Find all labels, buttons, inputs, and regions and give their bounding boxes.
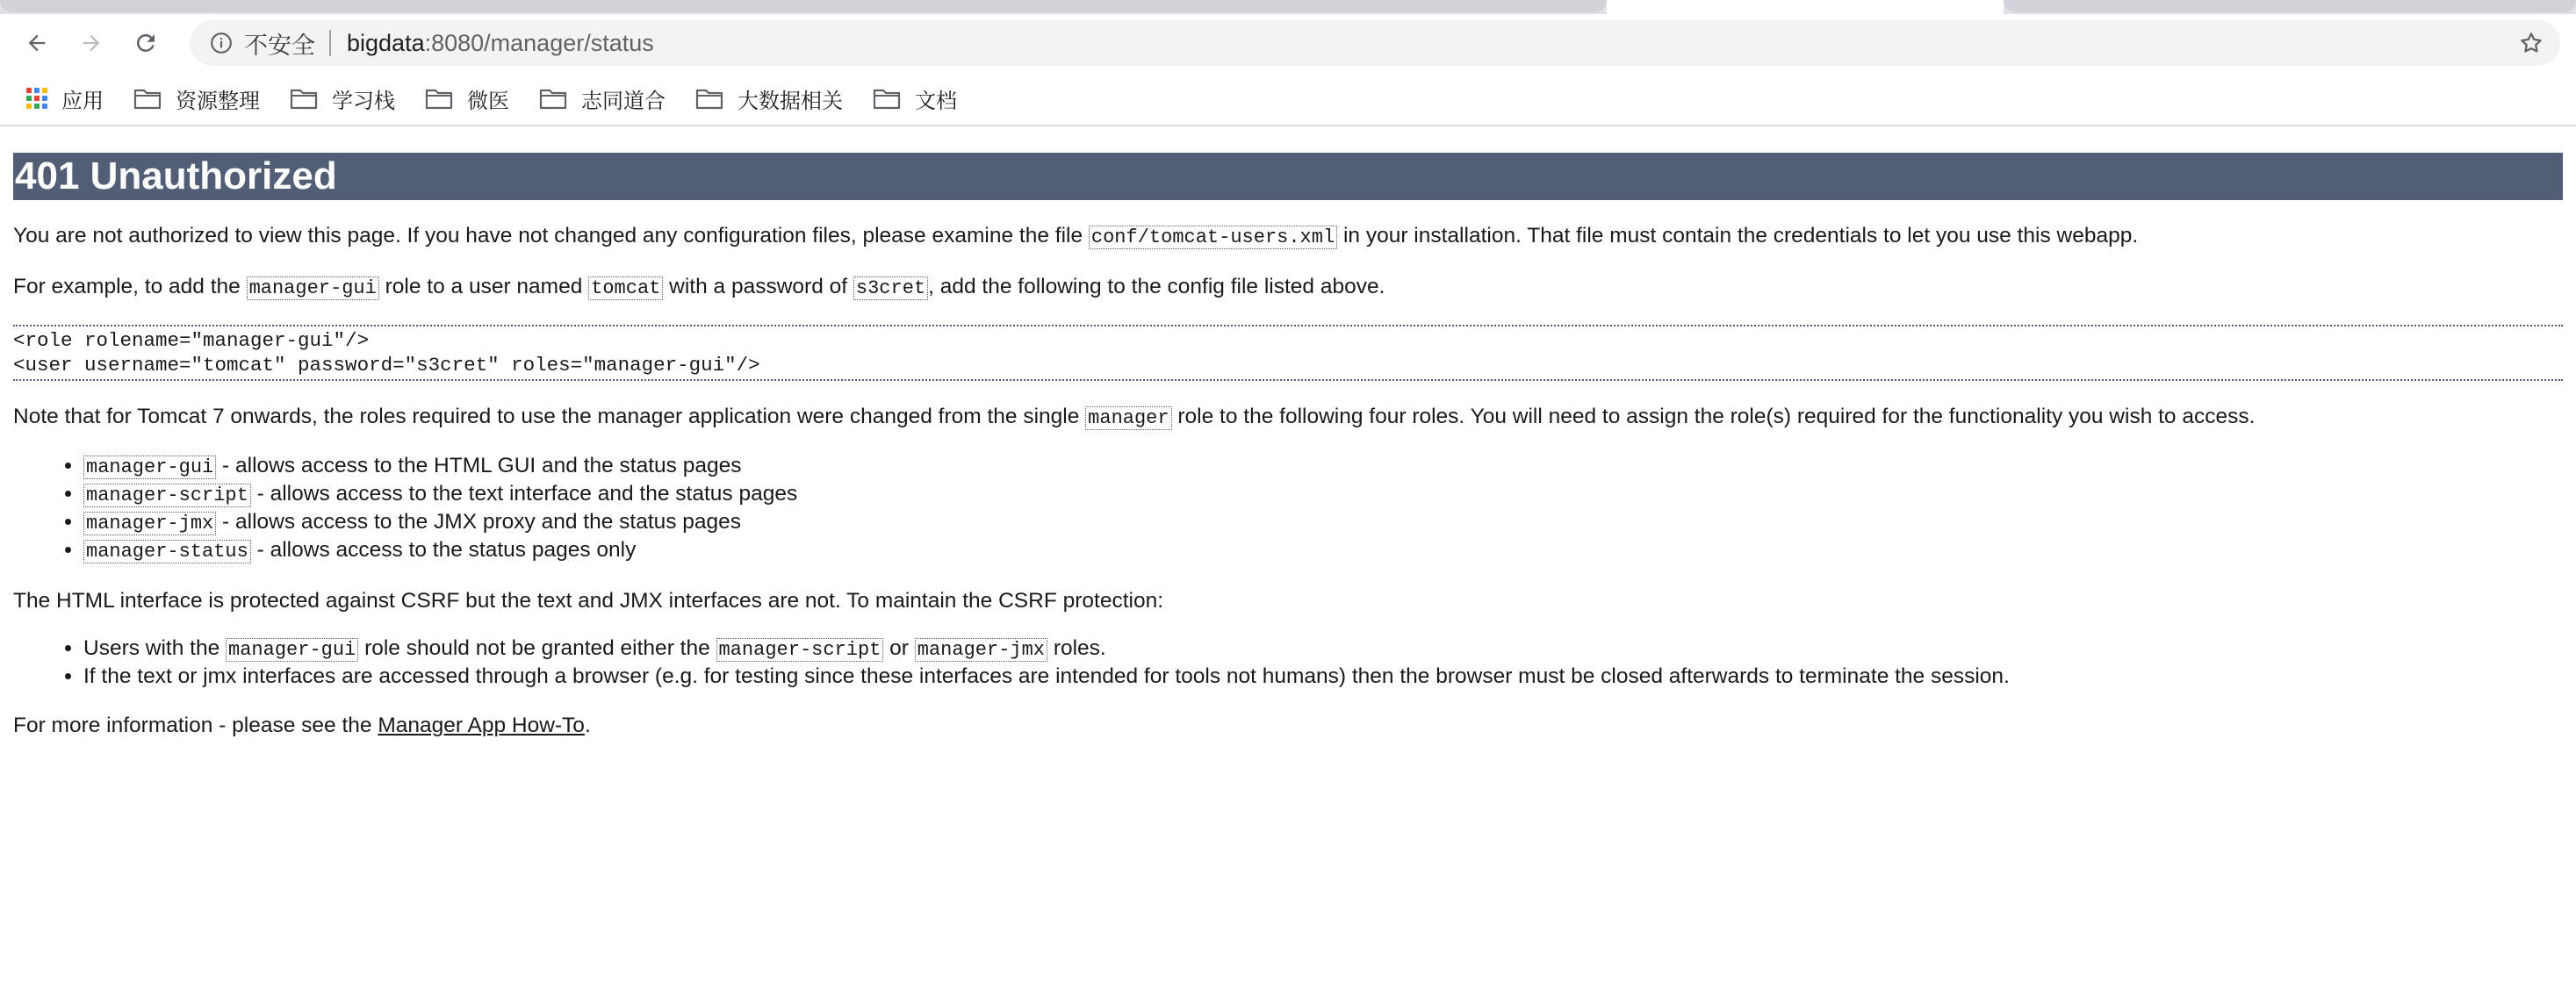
bookmark-label: 志同道合 bbox=[581, 89, 666, 113]
browser-toolbar bbox=[0, 14, 2576, 72]
text: in your installation. That file must contain the credentials to let you use this webapp. bbox=[1337, 224, 2139, 248]
text: For more information - please see the bbox=[13, 714, 378, 737]
config-code-block bbox=[13, 325, 2563, 381]
list-item bbox=[83, 453, 2563, 481]
text: roles. bbox=[1047, 636, 1106, 660]
bookmark-label: 文档 bbox=[915, 89, 957, 113]
text: - allows access to the status pages only bbox=[250, 538, 637, 562]
url-path: :8080/manager/status bbox=[424, 29, 654, 56]
intro-paragraph bbox=[13, 223, 2563, 251]
bookmark-star-icon[interactable] bbox=[2518, 30, 2544, 56]
roles-list bbox=[13, 453, 2563, 565]
folder-icon bbox=[290, 87, 318, 110]
list-item bbox=[83, 481, 2563, 509]
text: Users with the bbox=[83, 636, 227, 660]
inline-code: manager-script bbox=[83, 484, 251, 507]
inline-code: manager bbox=[1085, 406, 1171, 430]
bookmark-folder[interactable] bbox=[425, 83, 509, 114]
info-icon[interactable] bbox=[209, 31, 234, 55]
list-item bbox=[83, 635, 2563, 664]
text: role to a user named bbox=[378, 275, 589, 298]
inline-code: manager-script bbox=[716, 638, 884, 662]
bookmarks-bar bbox=[0, 72, 2576, 126]
roles-note-paragraph bbox=[13, 404, 2563, 432]
manager-howto-link[interactable]: Manager App How-To bbox=[378, 714, 585, 737]
bookmark-label: 资源整理 bbox=[176, 89, 260, 113]
apps-grid-icon bbox=[26, 88, 47, 109]
inline-code: s3cret bbox=[853, 276, 928, 300]
browser-tab-active[interactable] bbox=[1607, 0, 2004, 14]
bookmark-folder[interactable] bbox=[290, 83, 395, 114]
forward-button[interactable] bbox=[74, 25, 109, 61]
inline-code: manager-jmx bbox=[83, 512, 216, 535]
text: You are not authorized to view this page. If you have not changed any configuration files, please examine the file bbox=[13, 224, 1089, 248]
bookmark-label: 微医 bbox=[467, 89, 509, 113]
more-info-paragraph bbox=[13, 713, 2563, 739]
bookmark-label: 应用 bbox=[61, 89, 104, 113]
url-host: bigdata bbox=[347, 29, 425, 56]
inline-code: manager-gui bbox=[83, 456, 216, 479]
inline-code: manager-jmx bbox=[915, 638, 1047, 662]
list-item: • If the text or jmx interfaces are accessed through a browser (e.g. for testing since these interfaces are intended for tools not humans) then the browser must be closed afterwards to terminate the session. bbox=[83, 664, 2563, 690]
inline-code: tomcat bbox=[588, 276, 663, 300]
folder-icon bbox=[539, 87, 567, 110]
text: with a password of bbox=[663, 275, 853, 298]
inline-code: conf/tomcat-users.xml bbox=[1089, 226, 1337, 249]
list-item bbox=[83, 509, 2563, 537]
code-line: <role rolename="manager-gui"/> bbox=[13, 329, 370, 352]
reload-button[interactable] bbox=[128, 25, 163, 61]
tab-strip bbox=[0, 0, 2576, 14]
text: Note that for Tomcat 7 onwards, the roles required to use the manager application were changed from the single bbox=[13, 405, 1086, 428]
security-label[interactable]: 不安全 bbox=[244, 32, 315, 59]
address-divider bbox=[329, 30, 331, 56]
example-paragraph bbox=[13, 274, 2563, 302]
list-item bbox=[83, 537, 2563, 565]
inline-code: manager-status bbox=[83, 540, 251, 563]
text: - allows access to the JMX proxy and the status pages bbox=[216, 510, 742, 534]
bookmark-apps[interactable] bbox=[26, 83, 104, 114]
folder-icon bbox=[695, 87, 723, 110]
arrow-right-icon bbox=[79, 31, 104, 55]
reload-icon bbox=[133, 30, 159, 56]
csrf-list bbox=[13, 635, 2563, 690]
url-text[interactable] bbox=[347, 30, 654, 57]
browser-tab[interactable] bbox=[2004, 0, 2576, 12]
text: - allows access to the text interface and the status pages bbox=[250, 482, 798, 506]
text: For example, to add the bbox=[13, 275, 247, 298]
bookmark-label: 大数据相关 bbox=[738, 89, 843, 113]
inline-code: manager-gui bbox=[226, 638, 358, 662]
bookmark-folder[interactable] bbox=[695, 83, 843, 114]
csrf-paragraph: The HTML interface is protected against CSRF but the text and JMX interfaces are not. To maintain the CSRF protection: bbox=[13, 589, 1164, 613]
text: role should not be granted either the bbox=[358, 636, 716, 660]
bookmark-folder[interactable] bbox=[539, 83, 666, 114]
text: . bbox=[584, 714, 591, 737]
folder-icon bbox=[133, 87, 162, 110]
text: - allows access to the HTML GUI and the status pages bbox=[216, 454, 742, 477]
bookmark-label: 学习栈 bbox=[332, 89, 395, 113]
page-title: 401 Unauthorized bbox=[13, 153, 2563, 200]
text: or bbox=[883, 636, 915, 660]
bookmark-folder[interactable] bbox=[873, 83, 957, 114]
back-button[interactable] bbox=[19, 25, 54, 61]
inline-code: manager-gui bbox=[247, 276, 379, 300]
page-content bbox=[0, 153, 2576, 739]
arrow-left-icon bbox=[25, 31, 49, 55]
bookmark-folder[interactable] bbox=[133, 83, 260, 114]
code-line: <user username="tomcat" password="s3cret" roles="manager-gui"/> bbox=[13, 354, 760, 377]
text: , add the following to the config file listed above. bbox=[928, 275, 1385, 298]
text: role to the following four roles. You will need to assign the role(s) required for the functionality you wish to access. bbox=[1171, 405, 2256, 428]
folder-icon bbox=[425, 87, 453, 110]
address-bar[interactable] bbox=[190, 20, 2560, 66]
folder-icon bbox=[873, 87, 901, 110]
browser-tab[interactable] bbox=[0, 0, 1607, 12]
